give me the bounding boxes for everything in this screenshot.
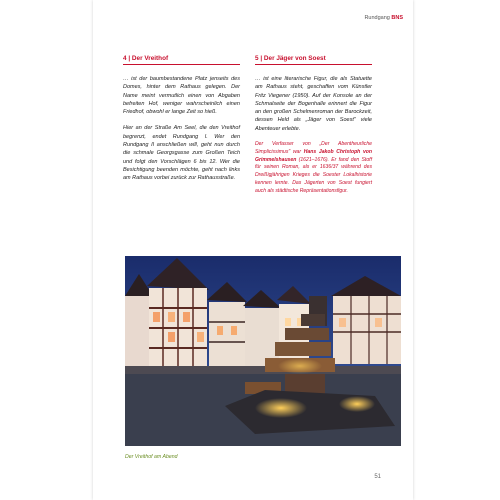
vreithof-evening-illustration — [125, 256, 401, 446]
vreithof-paragraph-1: … ist der baumbestandene Platz jenseits des Domes, hinter dem Rathaus gelegen. Der Name meint vermutlich einen von Abgaben befreiten Hof, weniger wahrscheinlich einen Friedhof, obwohl er lange Zeit so hieß. — [123, 76, 240, 116]
left-column — [123, 55, 240, 191]
note-rest: (1621–1676). Er fand den Stoff für seinen Roman, als er 1636/37 während des Dreißigjährigen Krieges die Soester Lokalhistorie kennen lernte. Das Jägerten von Soest fungiert auch als städtische Repräsentationsfigur. — [255, 156, 372, 194]
section-heading-vreithof: 4 | Der Vreithof — [123, 55, 240, 65]
jaeger-note — [255, 141, 372, 196]
book-page — [93, 0, 413, 500]
jaeger-paragraph-1: … ist eine literarische Figur, die als Statuette am Rathaus steht, geschaffen vom Künstler Fritz Viegener (1950). Auf der Konsole an der Schmalseite der Bogenhalle erinnert die Figur an den großen Schelmenroman der Barockzeit, dessen Held als „Jäger von Soest" viele Abenteuer erlebte. — [255, 76, 372, 132]
section-heading-jaeger: 5 | Der Jäger von Soest — [255, 55, 372, 65]
vreithof-photo — [125, 256, 401, 446]
page-number: 51 — [374, 474, 381, 480]
running-header-accent: BNS — [391, 15, 403, 21]
running-header — [364, 15, 403, 21]
note-author: Hans Jakob Christoph von Grimmelshausen — [255, 148, 373, 163]
note-intro: Der Verfasser von „Der Abentheurliche Simplicissimus" war — [255, 141, 372, 155]
running-header-label: Rundgang — [364, 15, 390, 21]
photo-caption: Der Vreithof am Abend — [125, 454, 178, 460]
right-column — [255, 55, 372, 196]
vreithof-paragraph-2: Hier an der Straße Am Seel, die den Vreithof begrenzt, endet Rundgang I. Wer den Rundgang II anschließen will, geht nun durch die schmale Georgsgasse zum Großen Teich und folgt den Vorschlägen 6 bis 12. Wer die Besichtigung beenden möchte, geht nach links am Rathaus vorbei zurück zur Rathausstraße. — [123, 125, 240, 182]
